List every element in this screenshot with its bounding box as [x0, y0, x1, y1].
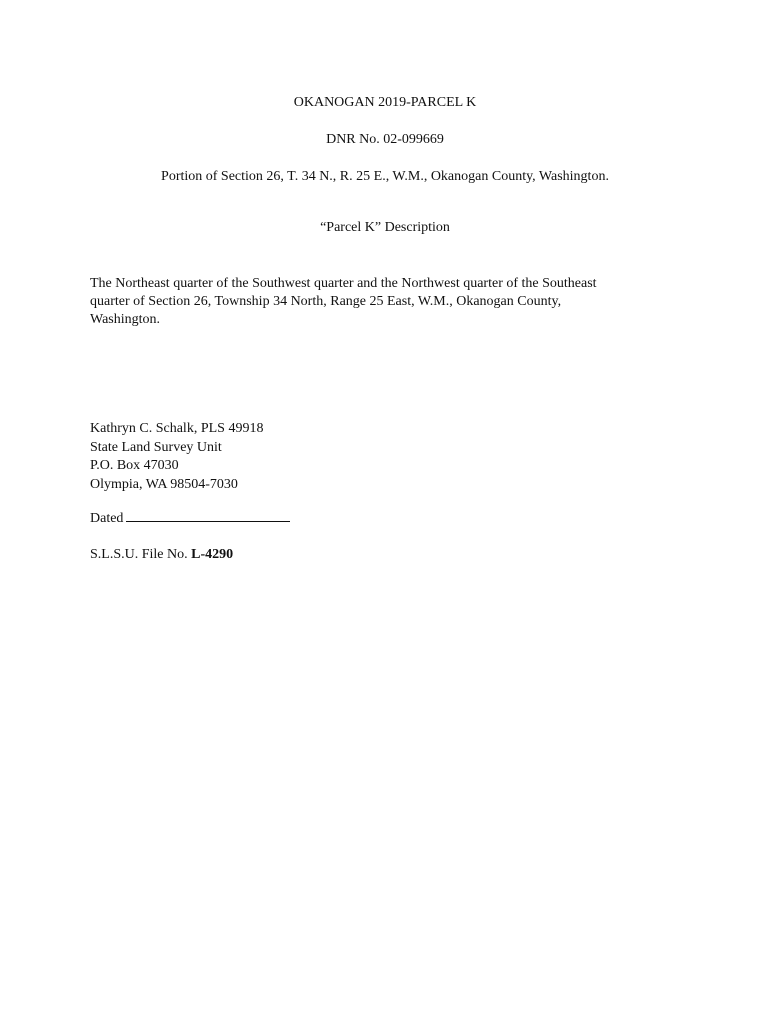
description-heading: “Parcel K” Description — [320, 220, 450, 235]
file-number-line — [90, 546, 233, 564]
legal-description-line: The Northeast quarter of the Southwest quarter and the Northwest quarter of the Southeast — [90, 276, 597, 291]
date-blank — [126, 509, 290, 522]
po-box: P.O. Box 47030 — [90, 458, 179, 473]
legal-description-line: quarter of Section 26, Township 34 North, Range 25 East, W.M., Okanogan County, — [90, 294, 562, 309]
file-label: S.L.S.U. File No. — [90, 547, 188, 562]
city-state-zip: Olympia, WA 98504-7030 — [90, 476, 238, 492]
dated-label: Dated — [90, 511, 124, 526]
document-title: OKANOGAN 2019-PARCEL K — [293, 95, 477, 110]
surveyor-name: Kathryn C. Schalk, PLS 49918 — [90, 421, 264, 436]
signature-block — [90, 420, 263, 494]
survey-unit: State Land Survey Unit — [90, 439, 222, 455]
legal-description-line: Washington. — [90, 312, 161, 327]
dated-line — [90, 509, 290, 528]
portion-line: Portion of Section 26, T. 34 N., R. 25 E., W.M., Okanogan County, Washington. — [161, 169, 609, 184]
file-number: L-4290 — [191, 547, 234, 562]
legal-description — [90, 275, 650, 329]
dnr-number: DNR No. 02-099669 — [326, 132, 444, 147]
